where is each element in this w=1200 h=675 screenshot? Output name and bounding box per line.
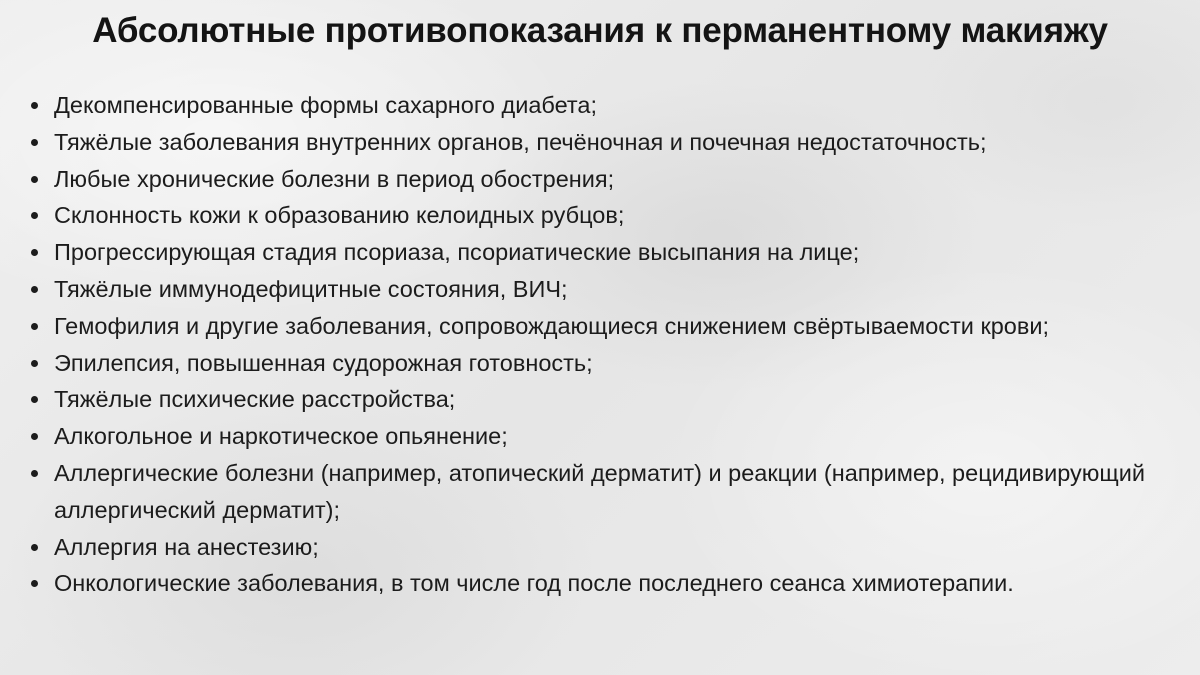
list-item-text: Тяжёлые заболевания внутренних органов, печёночная и почечная недостаточность; [54, 128, 987, 155]
contraindications-list [28, 87, 1178, 602]
list-item [28, 529, 1178, 566]
list-item [28, 345, 1178, 382]
page-title: Абсолютные противопоказания к перманентному макияжу [92, 11, 1108, 50]
bullet-icon [31, 433, 38, 440]
list-item-text: Тяжёлые иммунодефицитные состояния, ВИЧ; [54, 275, 568, 302]
bullet-icon [31, 323, 38, 330]
bullet-icon [31, 396, 38, 403]
bullet-icon [31, 139, 38, 146]
list-item-text: Онкологические заболевания, в том числе год после последнего сеанса химиотерапии. [54, 570, 1014, 597]
list-item-text: Любые хронические болезни в период обострения; [54, 165, 615, 192]
list-item-text: Эпилепсия, повышенная судорожная готовность; [54, 349, 593, 376]
list-item-text: Прогрессирующая стадия псориаза, псориатические высыпания на лице; [54, 239, 860, 266]
bullet-icon [31, 544, 38, 551]
list-item-text: Декомпенсированные формы сахарного диабета; [54, 92, 597, 118]
list-item [28, 161, 1178, 198]
list-item-text: Аллергические болезни (например, атопический дерматит) и реакции (например, рецидивирующий аллергический дерматит); [54, 459, 1145, 523]
list-item [28, 87, 1178, 124]
list-item-text: Гемофилия и другие заболевания, сопровождающиеся снижением свёртываемости крови; [54, 312, 1050, 339]
bullet-icon [31, 286, 38, 293]
list-item [28, 234, 1178, 271]
bullet-icon [31, 360, 38, 367]
list-item [28, 455, 1178, 529]
list-item-text: Алкогольное и наркотическое опьянение; [54, 423, 508, 450]
bullet-icon [31, 470, 38, 477]
list-item [28, 565, 1178, 602]
list-item-text: Склонность кожи к образованию келоидных рубцов; [54, 202, 625, 229]
bullet-icon [31, 102, 38, 109]
list-item-text: Тяжёлые психические расстройства; [54, 386, 456, 413]
list-item [28, 124, 1178, 161]
list-item [28, 271, 1178, 308]
bullet-icon [31, 212, 38, 219]
list-item [28, 197, 1178, 234]
bullet-icon [31, 176, 38, 183]
list-item-text: Аллергия на анестезию; [54, 533, 319, 560]
bullet-icon [31, 580, 38, 587]
list-item [28, 418, 1178, 455]
list-item [28, 308, 1178, 345]
list-item [28, 381, 1178, 418]
bullet-icon [31, 249, 38, 256]
